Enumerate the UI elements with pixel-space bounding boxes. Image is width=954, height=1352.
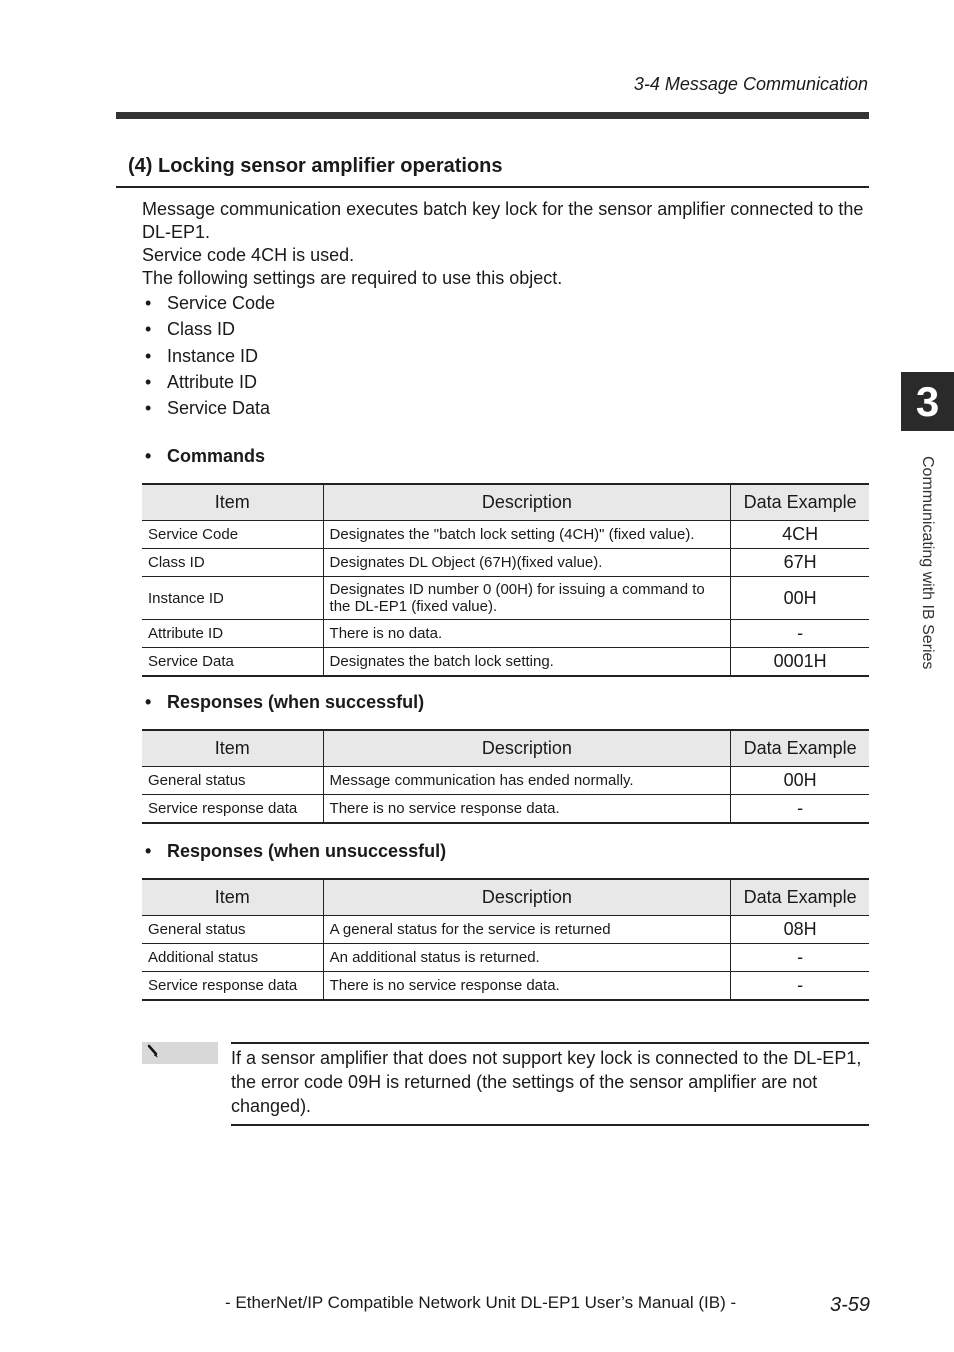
list-item: • Service Data [145, 398, 271, 419]
cell-example: - [731, 795, 869, 824]
cell-item: Service Code [142, 521, 323, 549]
failure-heading: • Responses (when unsuccessful) [145, 841, 447, 861]
page-number: 3-59 [829, 1294, 870, 1316]
col-header-description: Description [323, 484, 731, 521]
failure-table [142, 878, 869, 1001]
cell-item: Service response data [142, 972, 323, 1001]
cell-item: Additional status [142, 944, 323, 972]
cell-example: - [731, 944, 869, 972]
list-item: • Attribute ID [145, 371, 258, 392]
col-header-example: Data Example [731, 879, 869, 916]
cell-item: Instance ID [142, 577, 323, 620]
note-text: If a sensor amplifier that does not support key lock is connected to the DL-EP1, the error code 09H is returned (the settings of the sensor amplifier are not changed). [231, 1048, 862, 1116]
cell-description: There is no service response data. [323, 795, 731, 824]
cell-item: General status [142, 767, 323, 795]
cell-description: Designates the batch lock setting. [323, 648, 731, 677]
cell-example: 0001H [731, 648, 869, 677]
cell-description: Designates DL Object (67H)(fixed value). [323, 549, 731, 577]
cell-item: Class ID [142, 549, 323, 577]
table-header-row [142, 730, 869, 767]
cell-item: General status [142, 916, 323, 944]
success-heading: • Responses (when successful) [145, 692, 425, 712]
col-header-description: Description [323, 879, 731, 916]
col-header-example: Data Example [731, 484, 869, 521]
pencil-icon [142, 1042, 218, 1064]
cell-example: 67H [731, 549, 869, 577]
settings-list [145, 291, 275, 422]
list-item: • Instance ID [145, 345, 259, 366]
success-table [142, 729, 869, 824]
col-header-example: Data Example [731, 730, 869, 767]
table-row [142, 972, 869, 1001]
section-title: (4) Locking sensor amplifier operations [128, 155, 503, 177]
cell-description: An additional status is returned. [323, 944, 731, 972]
list-item: • Service Code [145, 293, 276, 313]
note-top-rule [231, 1042, 869, 1044]
cell-example: 00H [731, 767, 869, 795]
col-header-item: Item [142, 484, 323, 521]
cell-description: Message communication has ended normally. [323, 767, 731, 795]
cell-item: Service Data [142, 648, 323, 677]
chapter-label: Communicating with IB Series [919, 456, 936, 670]
footer-manual-title: - EtherNet/IP Compatible Network Unit DL-EP1 User’s Manual (IB) - [225, 1293, 737, 1312]
table-row [142, 944, 869, 972]
col-header-description: Description [323, 730, 731, 767]
section-rule [116, 186, 869, 188]
cell-example: 4CH [731, 521, 869, 549]
cell-item: Service response data [142, 795, 323, 824]
table-row [142, 620, 869, 648]
intro-line: Service code 4CH is used. [142, 245, 355, 265]
col-header-item: Item [142, 879, 323, 916]
cell-description: There is no service response data. [323, 972, 731, 1001]
col-header-item: Item [142, 730, 323, 767]
table-header-row [142, 484, 869, 521]
cell-description: Designates ID number 0 (00H) for issuing a command to the DL-EP1 (fixed value). [323, 577, 731, 620]
table-row [142, 767, 869, 795]
intro-line: The following settings are required to use this object. [142, 268, 563, 288]
header-rule [116, 112, 869, 119]
table-header-row [142, 879, 869, 916]
intro-line: Message communication executes batch key lock for the sensor amplifier connected to the DL-EP1. [142, 199, 864, 242]
table-row [142, 648, 869, 677]
cell-example: - [731, 620, 869, 648]
table-row [142, 521, 869, 549]
commands-heading: • Commands [145, 446, 266, 466]
table-row [142, 549, 869, 577]
cell-description: There is no data. [323, 620, 731, 648]
table-row [142, 916, 869, 944]
cell-item: Attribute ID [142, 620, 323, 648]
list-item: • Class ID [145, 319, 236, 340]
running-header: 3-4 Message Communication [633, 74, 868, 94]
cell-example: 08H [731, 916, 869, 944]
note-bottom-rule [231, 1124, 869, 1126]
cell-example: 00H [731, 577, 869, 620]
cell-description: A general status for the service is returned [323, 916, 731, 944]
table-row [142, 577, 869, 620]
cell-description: Designates the "batch lock setting (4CH)" (fixed value). [323, 521, 731, 549]
cell-example: - [731, 972, 869, 1001]
intro-text [142, 198, 872, 290]
commands-table [142, 483, 869, 677]
chapter-tab: 3 [901, 372, 954, 431]
table-row [142, 795, 869, 824]
